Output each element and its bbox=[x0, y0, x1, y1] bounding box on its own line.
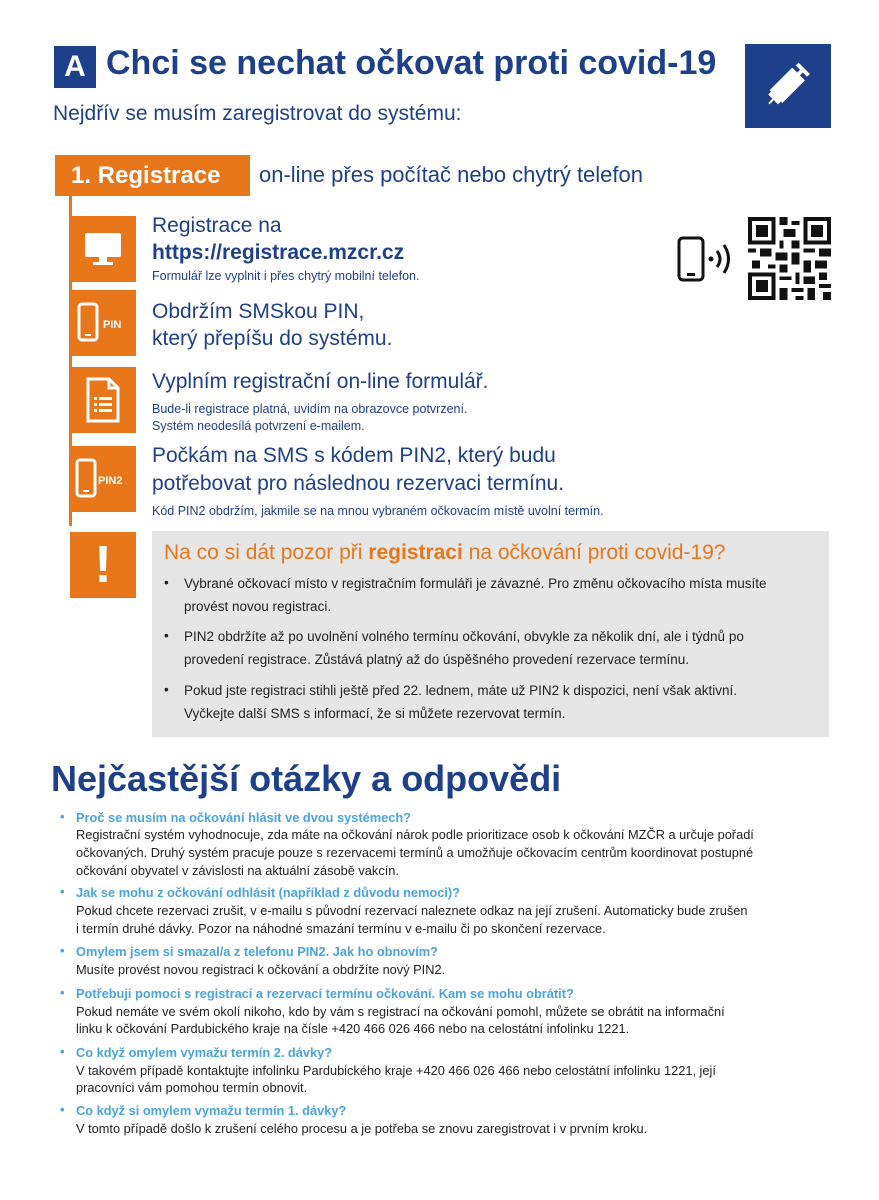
step2-text-line1: Obdržím SMSkou PIN, bbox=[152, 300, 365, 323]
faq-question: Co když si omylem vymažu termín 1. dávky? bbox=[76, 1103, 347, 1118]
step1-note: Formulář lze vyplnit i přes chytrý mobilní telefon. bbox=[152, 269, 420, 283]
bullet-icon: • bbox=[164, 628, 169, 643]
faq-answer-line: V takovém případě kontaktujte infolinku Pardubického kraje +420 466 026 466 nebo celostátní infolinku 1221, její bbox=[76, 1063, 716, 1078]
warning-bullet2-line2: provedení registrace. Zůstává platný až do úspěšného provedení rezervace termínu. bbox=[184, 652, 690, 667]
faq-answer-line: pracovníci vám pomohou termín obnovit. bbox=[76, 1080, 308, 1095]
faq-question: Proč se musím na očkování hlásit ve dvou systémech? bbox=[76, 810, 411, 825]
exclamation-icon: ! bbox=[70, 532, 136, 598]
faq-answer-line: V tomto případě došlo k zrušení celého procesu a je potřeba se znovu zaregistrovat i v prvním kroku. bbox=[76, 1121, 648, 1136]
warning-bullet3-line2: Vyčkejte další SMS s informací, že si můžete rezervovat termín. bbox=[184, 706, 566, 721]
phone-pin-icon bbox=[70, 290, 136, 356]
faq-question: Potřebuji pomoci s registrací a rezervací termínu očkování. Kam se mohu obrátit? bbox=[76, 986, 574, 1001]
faq-answer-line: Pokud chcete rezervaci zrušit, v e-mailu s původní rezervací naleznete odkaz na její zrušení. Automaticky bude zrušen bbox=[76, 903, 748, 918]
faq-answer-line: i termín druhé dávky. Pozor na náhodné smazání termínu v e-mailu či po skončení rezervace. bbox=[76, 921, 606, 936]
step3-text: Vyplním registrační on-line formulář. bbox=[152, 370, 489, 393]
faq-question: Jak se mohu z očkování odhlásit (například z důvodu nemoci)? bbox=[76, 885, 460, 900]
faq-title: Nejčastější otázky a odpovědi bbox=[51, 758, 562, 799]
bullet-icon: • bbox=[60, 985, 65, 1000]
phone-wireless-icon bbox=[677, 236, 739, 287]
qr-code-icon bbox=[748, 217, 831, 300]
faq-answer-line: Registrační systém vyhodnocuje, zda máte na očkování nárok podle prioritizace osob k očkování MZČR a určuje pořadí bbox=[76, 827, 754, 842]
bullet-icon: • bbox=[164, 682, 169, 697]
bullet-icon: • bbox=[60, 809, 65, 824]
step2-text-line2: který přepíšu do systému. bbox=[152, 327, 393, 350]
page-subtitle: Nejdřív se musím zaregistrovat do systému: bbox=[53, 102, 462, 125]
step3-note2: Systém neodesílá potvrzení e-mailem. bbox=[152, 419, 365, 433]
step4-text-line1: Počkám na SMS s kódem PIN2, který budu bbox=[152, 444, 556, 467]
section-badge: A bbox=[54, 46, 96, 88]
page-title: Chci se nechat očkovat proti covid-19 bbox=[106, 44, 717, 82]
step4-text-line2: potřebovat pro následnou rezervaci termínu. bbox=[152, 472, 565, 495]
monitor-icon bbox=[70, 216, 136, 282]
faq-answer-line: Pokud nemáte ve svém okolí nikoho, kdo by vám s registrací na očkování pomohl, můžete se obrátit na informační bbox=[76, 1004, 725, 1019]
faq-answer-line: očkování obyvatel v závislosti na aktuální zásobě vakcín. bbox=[76, 863, 399, 878]
svg-text:PIN2: PIN2 bbox=[98, 475, 123, 487]
faq-answer-line: očkovaných. Druhý systém pracuje pouze s rezervacemi termínů a umožňuje očkovacím centrům koordinovat postupné bbox=[76, 845, 754, 860]
svg-text:PIN: PIN bbox=[103, 319, 122, 331]
warning-bullet1-line1: Vybrané očkovací místo v registračním formuláři je závazné. Pro změnu očkovacího místa musíte bbox=[184, 576, 767, 591]
registration-tab: 1. Registrace bbox=[55, 155, 250, 196]
warning-bullet1-line2: provést novou registraci. bbox=[184, 599, 332, 614]
faq-question: Omylem jsem si smazal/a z telefonu PIN2. Jak ho obnovím? bbox=[76, 944, 438, 959]
faq-answer-line: linku k očkování Pardubického kraje na čísle +420 466 026 466 nebo na celostátní infolinku 1221. bbox=[76, 1021, 630, 1036]
warning-bullet3-line1: Pokud jste registraci stihli ještě před 22. lednem, máte už PIN2 k dispozici, není však aktivní. bbox=[184, 683, 738, 698]
bullet-icon: • bbox=[60, 1044, 65, 1059]
phone-pin2-icon bbox=[70, 446, 136, 512]
bullet-icon: • bbox=[60, 884, 65, 899]
document-icon bbox=[70, 367, 136, 433]
registration-method: on-line přes počítač nebo chytrý telefon bbox=[259, 162, 644, 187]
step4-note: Kód PIN2 obdržím, jakmile se na mnou vybraném očkovacím místě uvolní termín. bbox=[152, 504, 604, 518]
step1-text: Registrace na bbox=[152, 214, 282, 237]
syringe-icon bbox=[745, 44, 831, 128]
step3-note1: Bude-li registrace platná, uvidím na obrazovce potvrzení. bbox=[152, 402, 468, 416]
faq-question: Co když omylem vymažu termín 2. dávky? bbox=[76, 1045, 333, 1060]
bullet-icon: • bbox=[164, 575, 169, 590]
faq-answer-line: Musíte provést novou registraci k očkování a obdržíte nový PIN2. bbox=[76, 962, 446, 977]
warning-title: Na co si dát pozor při registraci na očkování proti covid-19? bbox=[164, 541, 726, 564]
warning-bullet2-line1: PIN2 obdržíte až po uvolnění volného termínu očkování, obvykle za několik dní, ale i týdnů po bbox=[184, 629, 744, 644]
bullet-icon: • bbox=[60, 1102, 65, 1117]
bullet-icon: • bbox=[60, 943, 65, 958]
registration-link[interactable]: https://registrace.mzcr.cz bbox=[152, 241, 405, 264]
